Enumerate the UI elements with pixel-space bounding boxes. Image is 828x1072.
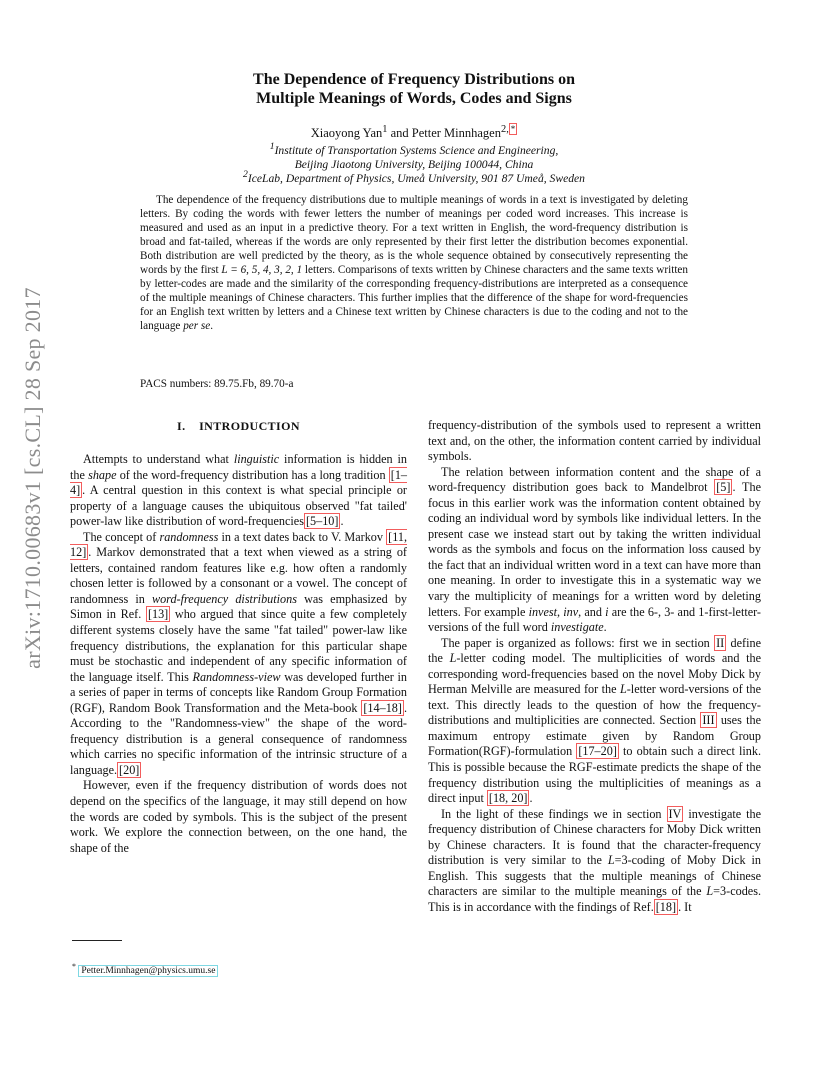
arxiv-sidebar: [18, 258, 48, 698]
aff-2-line: IceLab, Department of Physics, Umeå University, 901 87 Umeå, Sweden: [247, 171, 585, 185]
text-run: . It: [678, 899, 692, 914]
math-var: L: [706, 884, 714, 899]
citation-link[interactable]: [5]: [716, 480, 731, 495]
aff-2-mark: 2: [243, 169, 248, 180]
text-run: -letter word-versions of the text. This directly leads to the question of how the frequency-distributions and multiplicities are connected. Section: [428, 682, 761, 728]
text-run: The paper is organized as follows: first we in section: [441, 635, 715, 650]
text-run: ,: [557, 604, 564, 619]
text-run: =3-coding of Moby Dick in English. This suggests that the multiple meanings of Chinese characters are similar to the multiple meanings of the: [428, 853, 761, 899]
emphasis: linguistic: [233, 452, 280, 466]
emphasis: invest: [528, 604, 558, 619]
citation-link[interactable]: [11, 12]: [70, 529, 407, 560]
aff-1-line-2: Beijing Jiaotong University, Beijing 100044, China: [294, 157, 534, 171]
abstract-per-se: per se: [183, 320, 211, 332]
emphasis: Randomness-view: [192, 669, 281, 684]
right-column: [428, 418, 761, 916]
math-var: L: [607, 853, 615, 868]
aff-1-line-1: Institute of Transportation Systems Science and Engineering,: [274, 143, 559, 157]
affiliation-2: [0, 168, 828, 186]
author-list: [0, 124, 828, 141]
text-run: . Markov demonstrated that a text when viewed as a string of letters, contained random features like e.g. how often a randomly chosen letter is followed by a consonant or a vowel. The concept of randomness in: [70, 545, 407, 606]
text-run: .: [340, 514, 344, 529]
text-run: information is hidden in the: [70, 452, 407, 482]
title-line-2: Multiple Meanings of Words, Codes and Signs: [256, 90, 572, 107]
text-run: was emphasized by Simon in Ref.: [70, 591, 408, 622]
author-2: Petter Minnhagen: [411, 126, 501, 141]
emphasis: i: [605, 604, 609, 619]
paragraph: However, even if the frequency distribution of words does not depend on the specifics of the language, it may still depend on how the words are coded by symbols. This is the subject of the present work. We explore the connection between, on the one hand, the shape of the: [70, 778, 407, 855]
section-link[interactable]: III: [702, 713, 715, 728]
text-run: . According to the "Randomness-view" the shape of the word-frequency distribution is a general consequence of randomness which carries no specific information of the intrinsic structure of a language.: [70, 700, 407, 777]
text-run: -letter coding model. The multiplicities of words and the corresponding word-frequencies based on the novel Moby Dick by Herman Melville are measured for the: [428, 651, 762, 697]
citation-link[interactable]: [18]: [655, 899, 677, 914]
text-run: =3-codes. This is in accordance with the findings of Ref.: [428, 884, 761, 914]
text-run: The concept of: [83, 529, 160, 544]
text-run: .: [529, 791, 533, 806]
paragraph: frequency-distribution of the symbols used to represent a written text and, on the other, the information content carried by individual symbols.: [428, 418, 761, 464]
section-link[interactable]: II: [716, 635, 725, 650]
section-heading: [70, 419, 407, 434]
abstract-end: .: [210, 320, 214, 332]
citation-link[interactable]: [1–4]: [70, 467, 408, 498]
paragraph: [428, 465, 761, 636]
author-1: Xiaoyong Yan: [310, 126, 383, 141]
citation-link[interactable]: [18, 20]: [488, 791, 528, 806]
abstract-formula: L = 6, 5, 4, 3, 2, 1: [221, 264, 303, 276]
title-line-1: The Dependence of Frequency Distributions on: [253, 71, 575, 88]
paragraph: [428, 636, 761, 807]
text-run: In the light of these findings we in section: [441, 806, 667, 821]
author-separator: and: [387, 126, 412, 141]
emphasis: word-frequency distributions: [151, 591, 297, 606]
text-run: define the: [428, 635, 762, 666]
abstract-text-1: The dependence of the frequency distributions due to multiple meanings of words in a text is investigated by deleting letters. By coding the words with fewer letters the number of meanings per coded word increases. This increase is measured and used as an input in a predictive theory. For a text written in English, the word-frequency distribution is broad and fat-tailed, whereas if the words are only represented by their first letter the distribution becomes exponential. Both distribution are well predicted by the theory, as is the whole sequence obtained by consecutively representing the words by the first: [140, 194, 688, 276]
author-2-affil-mark: 2,: [500, 124, 509, 135]
text-run: Attempts to understand what: [83, 452, 234, 466]
text-run: of the word-frequency distribution has a long tradition: [116, 467, 389, 482]
arxiv-id-label: arXiv:1710.00683v1 [cs.CL] 28 Sep 2017: [20, 287, 45, 669]
paragraph: [70, 452, 407, 530]
text-run: who argued that since quite a few completely different systems closely have the same "fat tailed" power-law like frequency distributions, the explanation for this particular shape must be stochastic and independent of any specific information of the language itself. This: [70, 607, 407, 684]
citation-link[interactable]: [5–10]: [305, 514, 339, 529]
text-run: was developed further in a series of paper in terms of concepts like Random Group Formation (RGF), Random Book Transformation and the Meta-book: [70, 669, 407, 715]
author-2-footnote-link[interactable]: *: [510, 124, 516, 134]
text-run: .: [603, 620, 607, 635]
abstract: [140, 193, 688, 333]
paper-title: [0, 70, 828, 108]
paragraph: [428, 807, 761, 916]
text-run: , and: [578, 604, 606, 619]
email-link[interactable]: Petter.Minnhagen@physics.umu.se: [78, 965, 218, 977]
emphasis: investigate: [550, 620, 604, 635]
text-run: to obtain such a direct link. This is possible because the RGF-estimate predicts the shape of the frequency distribution using the multiplicities of meanings as a direct input: [428, 744, 761, 806]
citation-link[interactable]: [13]: [147, 607, 169, 622]
text-run: investigate the frequency distribution of Chinese characters for Moby Dick written by Chinese characters. It is found that the character-frequency distribution is very similar to the: [428, 806, 762, 868]
section-title: I. INTRODUCTION: [177, 419, 300, 433]
aff-1-mark: 1: [269, 141, 275, 152]
text-run: are the 6-, 3- and 1-first-letter-versions of the full word: [428, 604, 761, 635]
math-var: L: [449, 651, 457, 666]
emphasis: shape: [88, 467, 117, 482]
text-run: in a text dates back to V. Markov: [218, 529, 387, 544]
pacs-numbers: PACS numbers: 89.75.Fb, 89.70-a: [140, 378, 294, 390]
section-link[interactable]: IV: [668, 806, 682, 821]
abstract-text-2: letters. Comparisons of texts written by Chinese characters and the same texts written by letter-codes are made and the similarity of the corresponding frequency-distributions are interpreted as a consequence of the multiple meanings of Chinese characters. This further implies that the difference of the shape for word-frequencies for an English text written by letters and a Chinese text written by Chinese characters is due to the coding and not to the language: [140, 264, 688, 332]
citation-link[interactable]: [14–18]: [363, 700, 402, 715]
math-var: L: [619, 682, 627, 697]
footnote-rule: [72, 940, 122, 941]
emphasis: inv: [563, 604, 579, 619]
footnote-marker: *: [72, 962, 76, 971]
citation-link[interactable]: [17–20]: [578, 744, 617, 759]
author-1-affil-mark: 1: [382, 124, 388, 135]
citation-link[interactable]: [20]: [119, 762, 140, 777]
footnote: [72, 962, 218, 976]
text-run: . The focus in this earlier work was the information content obtained by coding an individual word by symbols like individual letters. In the present case we instead start out by taking the written individual words as the symbols and focus on the information loss caused by the fact that an individual written word in a text can have more than one meaning. In order to investigate this in a systematic way we vary the multiplicity of meanings for a written word by deleting letters. For example: [428, 480, 761, 619]
text-run: uses the maximum entropy estimate given by Random Group Formation(RGF)-formulation: [428, 713, 761, 759]
emphasis: randomness: [159, 529, 219, 544]
text-run: The relation between information content and the shape of a word-frequency distribution goes back to Mandelbrot: [428, 464, 761, 495]
text-run: . A central question in this context is what special principle or property of a language causes the ubiquitous observed "fat tailed' power-law like distribution of word-frequencies: [70, 483, 407, 529]
paragraph: [70, 530, 407, 779]
left-column: [70, 452, 407, 856]
